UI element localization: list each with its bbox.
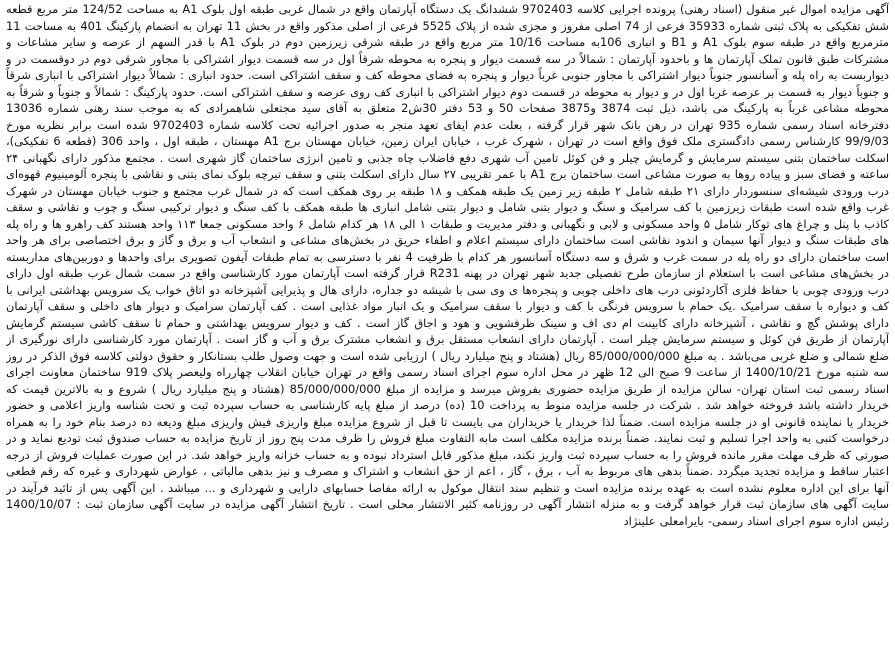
auction-notice-text-block — [6, 1, 889, 669]
notice-body-paragraph: آگهی مزایده اموال غیر منقول (اسناد رهنی) پرونده اجرایی کلاسه 9702403 ششدانگ یک دستگاه آپارتمان واقع در شمال غربی طبقه اول بلوک A1 به مساحت 124/52 متر مربع قطعه شش تفکیکی به پلاک ثبتی شماره 35933 فرعی از 74 اصلی مفروز و مجزی شده از پلاک 5525 فرعی از اصلی مذکور واقع در بخش 11 تهران به انضمام پارکینگ 401 به مساحت 11 مترمربع واقع در طبقه سوم بلوک A1 و B1 و انباری 106به مساحت 10/16 متر مربع واقع در طبقه شرقی زیرزمین دوم در بلوک A1 با قدر السهم از عرصه و سایر مشاعات و مشترکات طبق قانون تملک آپارتمان ها و باحدود آپارتمان : شمالاً در سه قسمت دیوار و پنجره به محوطه شرقاً اول در سه قسمت دیوار اشتراکی با مجاور شرقی دوم در دوقسمت در و دیواربست به راه پله و آسانسور جنوباً دیوار اشتراکی با مجاور جنوبی غرباً دیوار و پنجره به فضای محوطه کف و سقف اشتراکی است. حدود انباری : شمالاً دیوار اشتراکی با انباری شرقاً و جنوباً دیوار به قسمت بر عرصه غربا اول در و دیوار به محوطه در قسمت دوم دیوار اشتراکی با انباری کف روی عرصه و سقف اشتراکی است. حدود پارکینگ : شمالاً و جنوباً و شرقاً به محوطه مشاعی غرباً به پارکینگ می باشد، ذیل ثبت 3874 و3875 صفحات 50 و 53 دفتر 30ش2 متعلق به آقای سید مجتعلی شاهمرادی که به موجب سند رهنی شماره 13036 دفترخانه اسناد رسمی شماره 935 تهران در رهن بانک شهر قرار گرفته ، بعلت عدم ایفای تعهد منجر به صدور اجرائیه تحت کلاسه شماره 9702403 شده است برابر نظریه مورخ 99/9/03 کارشناس رسمی دادگستری ملک فوق واقع است در تهران ، شهرک غرب ، خیابان ایران زمین، خیابان مهستان برج A1 مهستان ، طبقه اول ، واحد 306 (قطعه 6 تفکیکی)، اسکلت ساختمان بتنی سیستم سرمایش و گرمایش چیلر و فن کوئل تامین آب شهری دفع فاضلاب چاه جذبی و تامین انرژی ساختمان گاز شهری است . مجتمع مذکور دارای نگهبانی ۲۴ ساعته و فضای سبز و پیاده روها به صورت مشاعی است ساختمان برج A1 با عمر تقریبی ۲۷ سال دارای اسکلت بتنی و سقف تیرچه بلوک نمای بتنی و نقاشی با پنجره آلومینیوم قهوه‌ای درب ورودی شیشه‌ای سنسوردار دارای ۲۱ طبقه شامل ۲ طبقه زیر زمین یک طبقه همکف و ۱۸ طبقه بر روی همکف است که در شمال غرب مجتمع و جنوب خیابان مهستان در شهرک غرب واقع شده است طبقات زیرزمین با کف سرامیک و سنگ و دیوار بتنی شامل و دیوار بتنی شامل انباری ها طبقه همکف با کف سنگ و دیوار ترکیبی سنگ و چوب و نقاشی و سقف کاذب با پنل و چراغ های توکار شامل ۵ واحد مسکونی و لابی و نگهبانی و دفتر مدیریت و طبقات ۱ الی ۱۸ هر کدام شامل ۶ واحد مسکونی جمعا ۱۱۳ واحد هستند کف راهرو ها و راه پله های طبقات سنگ و دیوار آنها سیمان و اندود نقاشی است ساختمان دارای سیستم اعلام و اطفاء حریق در بخش‌های مشاعی و انشعاب آب و برق و گاز و برق اختصاصی برای هر واحد است ساختمان دارای دو راه پله در سمت غرب و شرق و سه دستگاه آسانسور هر کدام با ظرفیت 4 نفر با دسترسی به تمام طبقات آیفون تصویری برای واحدها و دوربین‌های مداربسته در بخش‌های مشاعی است با استعلام از سازمان طرح تفصیلی جدید شهر تهران در پهنه R231 قرار گرفته است آپارتمان مورد کارشناسی واقع در سمت شمال غرب طبقه اول دارای درب ورودی چوبی با حفاظ فلزی آکاردئونی درب های داخلی چوبی و پنجره‌ها ی وی سی با شیشه دو جداره، دارای هال و پذیرایی آشپزخانه دو اتاق خواب یک سرویس بهداشتی ایرانی با کف و دیواره با سقف سرامیک .یک حمام با سرویس فرنگی با کف و دیوار با سقف سرامیک و یک انبار مواد غذایی است . کف آپارتمان سرامیک و دیوار های داخلی و سقف آپارتمان دارای پوشش گچ و نقاشی ، آشپزخانه دارای کابینت ام دی اف و سینک ظرفشویی و هود و اجاق گاز است . کف و دیوار سرویس بهداشتی و حمام تا سقف کاشی سیستم گرمایش آپارتمان از طریق فن کوئل و سیستم سرمایش چیلر است . آپارتمان دارای انشعاب مستقل برق و انشعاب مشترک برق و آب و گاز است . آپارتمان مورد کارشناسی دارای نورگیری از ضلع شمالی و ضلع غربی می‌باشد . به مبلغ 85/000/000/000 ریال (هشتاد و پنج میلیارد ریال ) ارزیابی شده است و جهت وصول طلب بستانکار و حقوق دولتی کلاسه فوق الذکر در روز سه شنبه مورخ 1400/10/21 از ساعت 9 صبح الی 12 ظهر در محل اداره سوم اجرای اسناد رسمی واقع در تهران خیابان انقلاب چهارراه ولیعصر پلاک 919 ساختمان معاونت اجرای اسناد رسمی ثبت استان تهران- سالن مزایده از طریق مزایده حضوری بفروش میرسد و مزایده از مبلغ 85/000/000/000 (هشتاد و پنج میلیارد ریال ) شروع و به بالاترین قیمت که خریدار داشته باشد فروخته خواهد شد . شرکت در جلسه مزایده منوط به پرداخت 10 (ده) درصد از مبلغ پایه کارشناسی به حساب سپرده ثبت و تحت شناسه واریز اعلامی و حضور خریدار یا نماینده قانونی او در جلسه مزایده است. ضمناً لذا خریدار یا خریداران می بایست تا قبل از شروع مزایده مبلغ واریزی فیش واریزی مبلغ ودیعه ده درصد بنام خود را به همراه درخواست کتبی به واحد اجرا تسلیم و ثبت نمایند. ضمناً برنده مزایده مکلف است مابه التفاوت مبلغ فروش را ظرف مدت پنج روز از تاریخ مزایده به حساب صندوق ثبت تودیع نماید و در صورتی که ظرف مهلت مقرر مانده فروش را به حساب سپرده ثبت واریز نکند، مبلغ مذکور قابل استرداد نبوده و به حساب خزانه واریز خواهد شد. در این صورت عملیات فروش از درجه اعتبار ساقط و مزایده تجدید میگردد .ضمناً بدهی های مربوط به آب ، برق ، گاز ، اعم از حق انشعاب و اشتراک و مصرف و نیز بدهی مالیاتی ، عوارض شهرداری و غیره که رقم قطعی آنها برای این اداره معلوم نشده است به عهده برنده مزایده است و تنظیم سند انتقال موکول به ارائه مفاصا حسابهای دارایی و شهرداری و ... میباشد . این آگهی پس از تائید فرآیند در سایت آگهی های سازمان ثبت قرار خواهد گرفت و به منزله انتشار آگهی در روزنامه کثیر الانتشار محلی است . تاریخ انتشار آگهی مزایده در سایت آگهی سازمان ثبت : 1400/10/07 رئیس اداره سوم اجرای اسناد رسمی- بایرامعلی علینژاد — [6, 2, 889, 528]
